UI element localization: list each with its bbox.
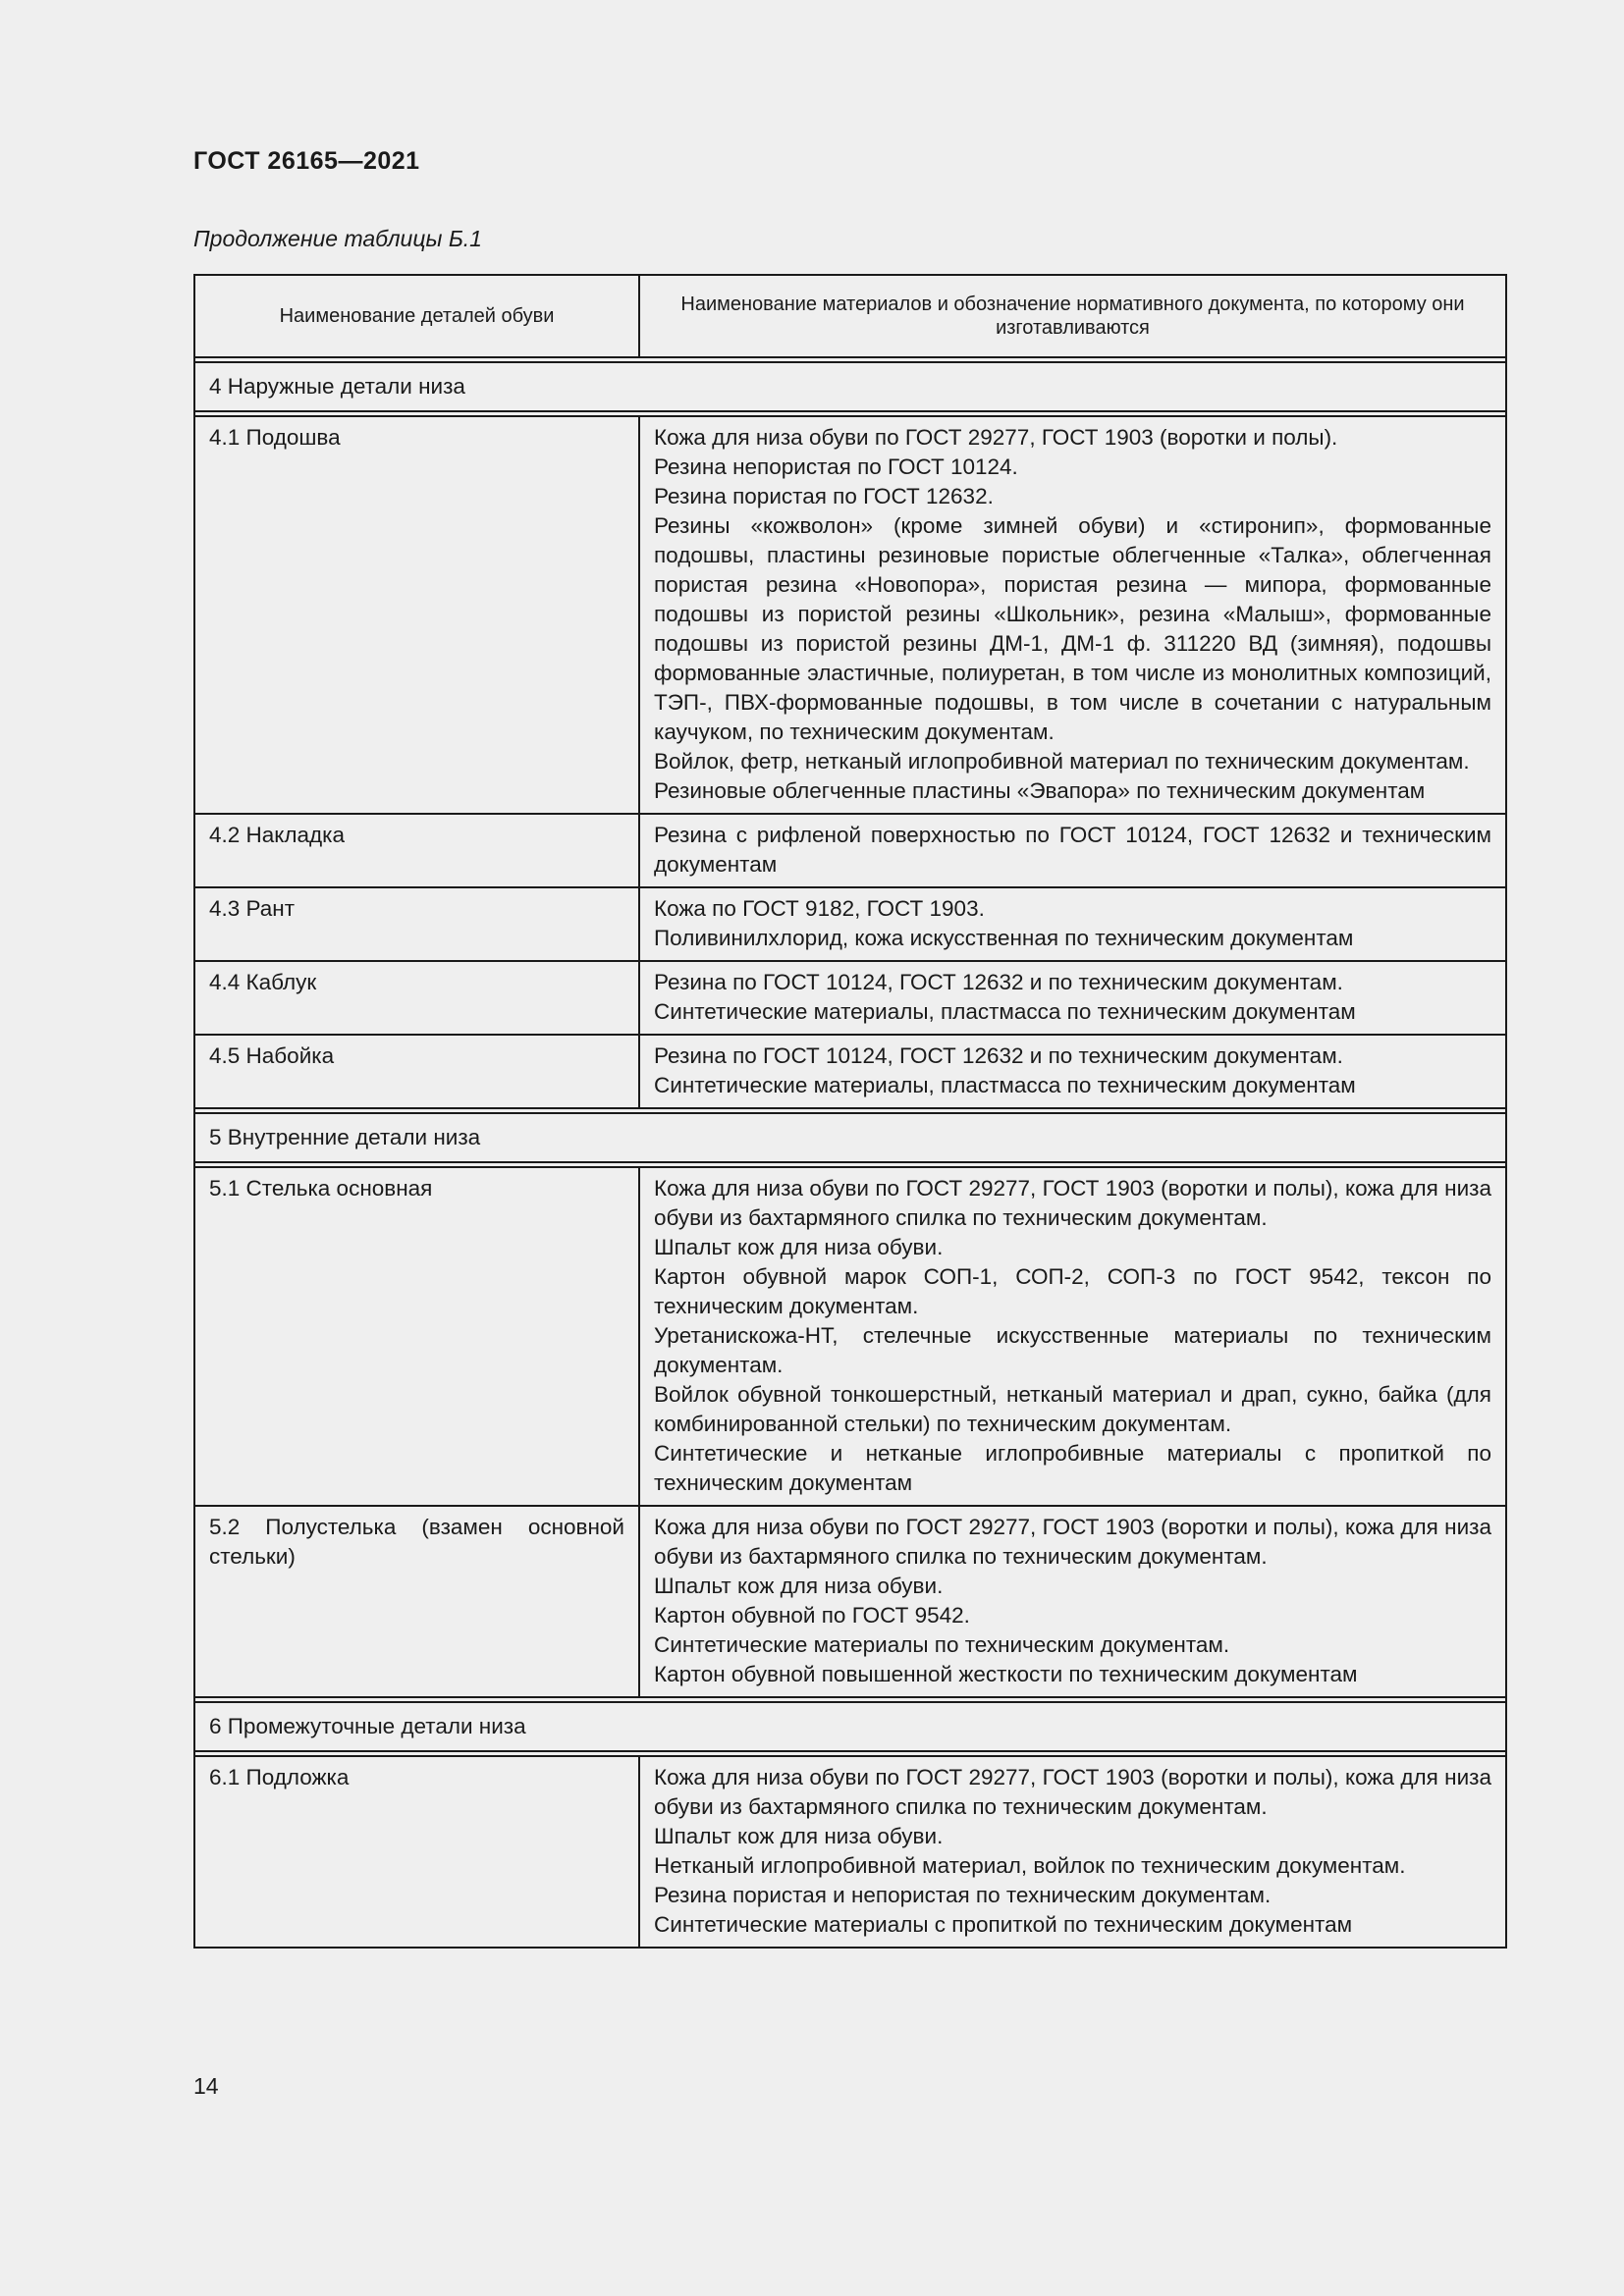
material-line: Резина пористая по ГОСТ 12632.: [654, 484, 994, 508]
table-row: [194, 1167, 1506, 1506]
table-row: [194, 1506, 1506, 1697]
part-name-cell: [194, 961, 639, 1035]
material-line: Резина по ГОСТ 10124, ГОСТ 12632 и по техническим документам.: [654, 1043, 1343, 1068]
material-line: Синтетические и нетканые иглопробивные материалы с пропиткой по техническим документам: [654, 1441, 1491, 1495]
material-line: Резина с рифленой поверхностью по ГОСТ 10124, ГОСТ 12632 и техническим документам: [654, 823, 1491, 877]
material-line: Войлок обувной тонкошерстный, нетканый материал и драп, сукно, байка (для комбинированной стельки) по техническим документам.: [654, 1382, 1491, 1436]
material-line: Синтетические материалы, пластмасса по техническим документам: [654, 1073, 1356, 1097]
part-name: 4.3 Рант: [209, 896, 296, 921]
materials-cell: [639, 1506, 1506, 1697]
material-line: Кожа для низа обуви по ГОСТ 29277, ГОСТ 1903 (воротки и полы), кожа для низа обуви из бахтармяного спилка по техническим документам.: [654, 1176, 1491, 1230]
material-line: Резина пористая и непористая по техническим документам.: [654, 1883, 1272, 1907]
material-line: Кожа для низа обуви по ГОСТ 29277, ГОСТ 1903 (воротки и полы).: [654, 425, 1338, 450]
table-caption: Продолжение таблицы Б.1: [193, 226, 482, 251]
material-line: Резина по ГОСТ 10124, ГОСТ 12632 и по техническим документам.: [654, 970, 1343, 994]
column-header-parts: Наименование деталей обуви: [194, 275, 639, 357]
table-header-row: [194, 275, 1506, 357]
material-line: Картон обувной повышенной жесткости по техническим документам: [654, 1662, 1358, 1686]
materials-table: [193, 274, 1507, 1949]
materials-cell: [639, 961, 1506, 1035]
part-name-cell: [194, 1506, 639, 1697]
part-name-cell: [194, 1167, 639, 1506]
section-title: 5 Внутренние детали низа: [194, 1113, 1506, 1162]
material-line: Резина непористая по ГОСТ 10124.: [654, 454, 1018, 479]
material-line: Картон обувной по ГОСТ 9542.: [654, 1603, 970, 1628]
material-line: Синтетические материалы, пластмасса по техническим документам: [654, 999, 1356, 1024]
section-title: 4 Наружные детали низа: [194, 362, 1506, 411]
part-name-cell: [194, 814, 639, 887]
materials-cell: [639, 416, 1506, 814]
part-name: 6.1 Подложка: [209, 1765, 350, 1789]
table-body: [194, 357, 1506, 1948]
materials-cell: [639, 887, 1506, 961]
material-line: Шпальт кож для низа обуви.: [654, 1824, 944, 1848]
part-name: 5.2 Полустелька (взамен основной стельки): [209, 1515, 624, 1569]
material-line: Кожа для низа обуви по ГОСТ 29277, ГОСТ 1903 (воротки и полы), кожа для низа обуви из бахтармяного спилка по техническим документам.: [654, 1765, 1491, 1819]
material-line: Шпальт кож для низа обуви.: [654, 1235, 944, 1259]
table-row: [194, 1035, 1506, 1108]
materials-cell: [639, 1756, 1506, 1948]
table-row: [194, 1756, 1506, 1948]
part-name: 4.4 Каблук: [209, 970, 317, 994]
column-header-materials: Наименование материалов и обозначение нормативного документа, по которому они изготавливаются: [639, 275, 1506, 357]
material-line: Войлок, фетр, нетканый иглопробивной материал по техническим документам.: [654, 749, 1470, 774]
materials-cell: [639, 814, 1506, 887]
table-row: [194, 961, 1506, 1035]
part-name: 4.2 Накладка: [209, 823, 346, 847]
section-row: [194, 1113, 1506, 1162]
material-line: Кожа для низа обуви по ГОСТ 29277, ГОСТ 1903 (воротки и полы), кожа для низа обуви из бахтармяного спилка по техническим документам.: [654, 1515, 1491, 1569]
material-line: Нетканый иглопробивной материал, войлок по техническим документам.: [654, 1853, 1406, 1878]
material-line: Картон обувной марок СОП-1, СОП-2, СОП-3 по ГОСТ 9542, тексон по техническим документам.: [654, 1264, 1491, 1318]
materials-cell: [639, 1167, 1506, 1506]
material-line: Шпальт кож для низа обуви.: [654, 1574, 944, 1598]
part-name-cell: [194, 1756, 639, 1948]
materials-table-container: [193, 274, 1505, 1949]
part-name-cell: [194, 887, 639, 961]
part-name: 4.5 Набойка: [209, 1043, 335, 1068]
section-row: [194, 1702, 1506, 1751]
table-row: [194, 814, 1506, 887]
document-header: ГОСТ 26165—2021: [193, 147, 420, 175]
material-line: Синтетические материалы по техническим документам.: [654, 1632, 1230, 1657]
part-name: 5.1 Стелька основная: [209, 1176, 433, 1201]
section-title: 6 Промежуточные детали низа: [194, 1702, 1506, 1751]
material-line: Кожа по ГОСТ 9182, ГОСТ 1903.: [654, 896, 985, 921]
part-name-cell: [194, 416, 639, 814]
table-row: [194, 887, 1506, 961]
materials-cell: [639, 1035, 1506, 1108]
table-row: [194, 416, 1506, 814]
page-number: 14: [193, 2073, 219, 2099]
material-line: Поливинилхлорид, кожа искусственная по техническим документам: [654, 926, 1354, 950]
part-name-cell: [194, 1035, 639, 1108]
material-line: Синтетические материалы с пропиткой по техническим документам: [654, 1912, 1353, 1937]
material-line: Резины «кожволон» (кроме зимней обуви) и «стиронип», формованные подошвы, пластины резиновые пористые облегченные «Талка», облегченная пористая резина «Новопора», пористая резина — мипора, формованные подошвы из пористой резины «Школьник», резина «Малыш», формованные подошвы из пористой резины ДМ-1, ДМ-1 ф. 311220 ВД (зимняя), подошвы формованные эластичные, полиуретан, в том числе из монолитных композиций, ТЭП-, ПВХ-формованные подошвы, в том числе в сочетании с натуральным каучуком, по техническим документам.: [654, 513, 1491, 744]
material-line: Уретанискожа-НТ, стелечные искусственные материалы по техническим документам.: [654, 1323, 1491, 1377]
part-name: 4.1 Подошва: [209, 425, 341, 450]
material-line: Резиновые облегченные пластины «Эвапора» по техническим документам: [654, 778, 1426, 803]
section-row: [194, 362, 1506, 411]
